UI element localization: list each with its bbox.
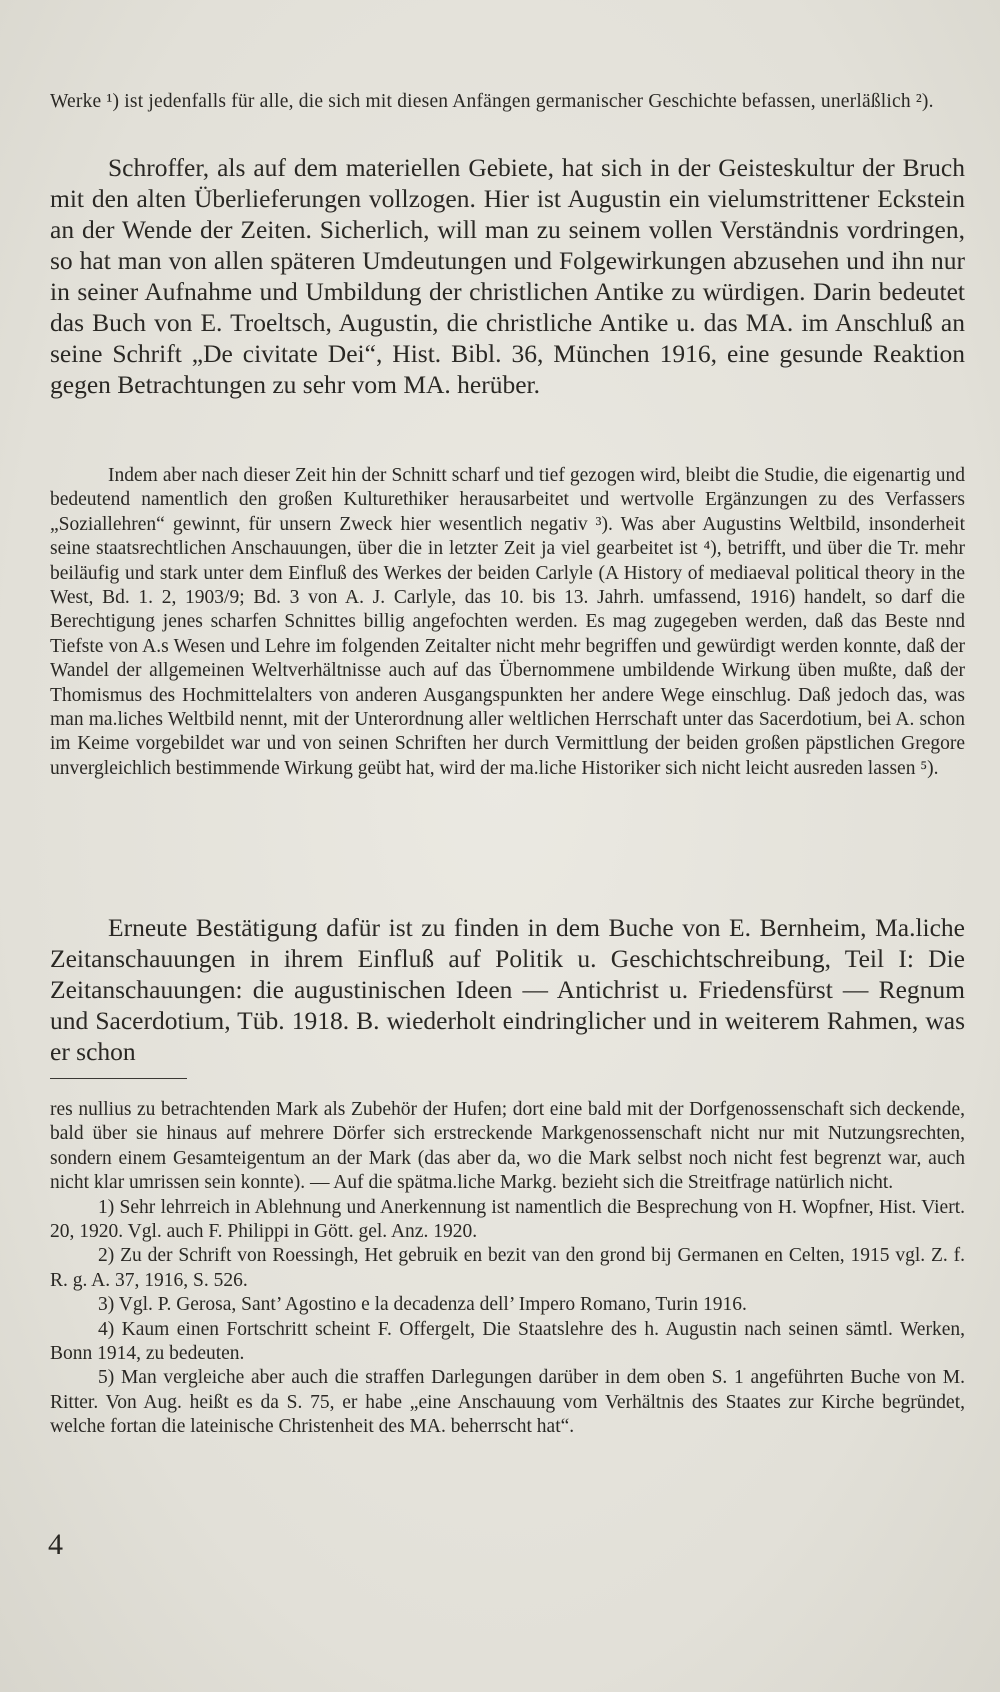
footnote-4: 4) Kaum einen Fortschritt scheint F. Offergelt, Die Staatslehre des h. Augustin nach seinen sämtl. Werken, Bonn 1914, zu bedeuten. bbox=[50, 1318, 965, 1365]
paragraph-augustin-text: Schroffer, als auf dem materiellen Gebiete, hat sich in der Geisteskultur der Bruch mit den alten Überlieferungen vollzogen. Hier ist Augustin ein vielumstrittener Eckstein an der Wende der Zeiten. Sicherlich, will man zu seinem vollen Verständnis vordringen, so hat man von allen späteren Umdeutungen und Folgewirkungen abzusehen und ihn nur in seiner Aufnahme und Umbildung der christlichen Antike zu würdigen. Darin bedeutet das Buch von E. Troeltsch, Augustin, die christliche Antike u. das MA. im Anschluß an seine Schrift „De civitate Dei“, Hist. Bibl. 36, München 1916, eine gesunde Reaktion gegen Betrachtungen zu sehr vom MA. herüber. bbox=[50, 153, 965, 399]
paragraph-bernheim-text: Erneute Bestätigung dafür ist zu finden in dem Buche von E. Bernheim, Ma.liche Zeitanschauungen in ihrem Einfluß auf Politik u. Geschichtschreibung, Teil I: Die Zeitanschauungen: die augustinischen Ideen — Antichrist u. Friedensfürst — Regnum und Sacerdotium, Tüb. 1918. B. wiederholt eindringlicher und in weiterem Rahmen, was er schon bbox=[50, 913, 965, 1066]
paragraph-troeltsch-critique-text: Indem aber nach dieser Zeit hin der Schnitt scharf und tief gezogen wird, bleibt die Studie, die eigenartig und bedeutend namentlich den großen Kulturethiker herausarbeitet und wertvolle Ergänzungen zu des Verfassers „Soziallehren“ gewinnt, für unsern Zweck hier wesentlich negativ ³). Was aber Augustins Weltbild, insonderheit seine staatsrechtlichen Anschauungen, über die in letzter Zeit ja viel gearbeitet ist ⁴), betrifft, und über die Tr. mehr beiläufig und stark unter dem Einfluß des Werkes der beiden Carlyle (A History of mediaeval political theory in the West, Bd. 1. 2, 1903/9; Bd. 3 von A. J. Carlyle, das 10. bis 13. Jahrh. umfassend, 1916) handelt, so darf die Berechtigung jenes scharfen Schnittes billig angefochten werden. Es mag zugegeben werden, daß das Beste nnd Tiefste von A.s Wesen und Lehre im folgenden Zeitalter nicht mehr begriffen und gewürdigt werden konnte, daß der Wandel der allgemeinen Weltverhältnisse auch auf das Übernommene umbildende Wirkung üben mußte, daß der Thomismus des Hochmittelalters von anderen Ausgangspunkten her andere Wege einschlug. Daß jedoch das, was man ma.liches Weltbild nennt, mit der Unterordnung aller weltlichen Herrschaft unter das Sacerdotium, bei A. schon im Keime vorgebildet war und von seinen Schriften her durch Vermittlung der beiden großen päpstlichen Gregore unvergleichlich bestimmende Wirkung geübt hat, wird der ma.liche Historiker sich nicht leicht ausreden lassen ⁵). bbox=[50, 465, 965, 779]
intro-text: Werke ¹) ist jedenfalls für alle, die sich mit diesen Anfängen germanischer Geschichte befassen, unerläßlich ²). bbox=[50, 91, 934, 112]
footnote-5: 5) Man vergleiche aber auch die straffen Darlegungen darüber in dem oben S. 1 angeführten Buche von M. Ritter. Von Aug. heißt es da S. 75, er habe „eine Anschauung vom Verhältnis des Staates zur Kirche begründet, welche fortan die lateinische Christenheit des MA. beherrscht hat“. bbox=[50, 1367, 965, 1438]
paragraph-augustin bbox=[50, 152, 965, 400]
footnote-divider bbox=[50, 1078, 187, 1079]
intro-paragraph bbox=[50, 90, 965, 114]
footnote-1: 1) Sehr lehrreich in Ablehnung und Anerkennung ist namentlich die Besprechung von H. Wopfner, Hist. Viert. 20, 1920. Vgl. auch F. Philippi in Gött. gel. Anz. 1920. bbox=[50, 1196, 965, 1243]
footnote-3: 3) Vgl. P. Gerosa, Sant’ Agostino e la decadenza dell’ Impero Romano, Turin 1916. bbox=[98, 1294, 747, 1316]
paragraph-troeltsch-critique bbox=[50, 464, 965, 781]
page-number: 4 bbox=[48, 1528, 63, 1561]
footnotes bbox=[50, 1098, 965, 1440]
footnote-2: 2) Zu der Schrift von Roessingh, Het gebruik en bezit van den grond bij Germanen en Celten, 1915 vgl. Z. f. R. g. A. 37, 1916, S. 526. bbox=[50, 1245, 965, 1291]
footnote-continuation: res nullius zu betrachtenden Mark als Zubehör der Hufen; dort eine bald mit der Dorfgenossenschaft sich deckende, bald über sie hinaus auf mehrere Dörfer sich erstreckende Markgenossenschaft nicht nur mit Nutzungsrechten, sondern einem Gesamteigentum an der Mark (das aber da, wo die Mark selbst noch nicht fest begrenzt war, auch nicht klar umrissen sein konnte). — Auf die spätma.liche Markg. bezieht sich die Streitfrage natürlich nicht. bbox=[50, 1099, 965, 1194]
paragraph-bernheim bbox=[50, 912, 965, 1067]
